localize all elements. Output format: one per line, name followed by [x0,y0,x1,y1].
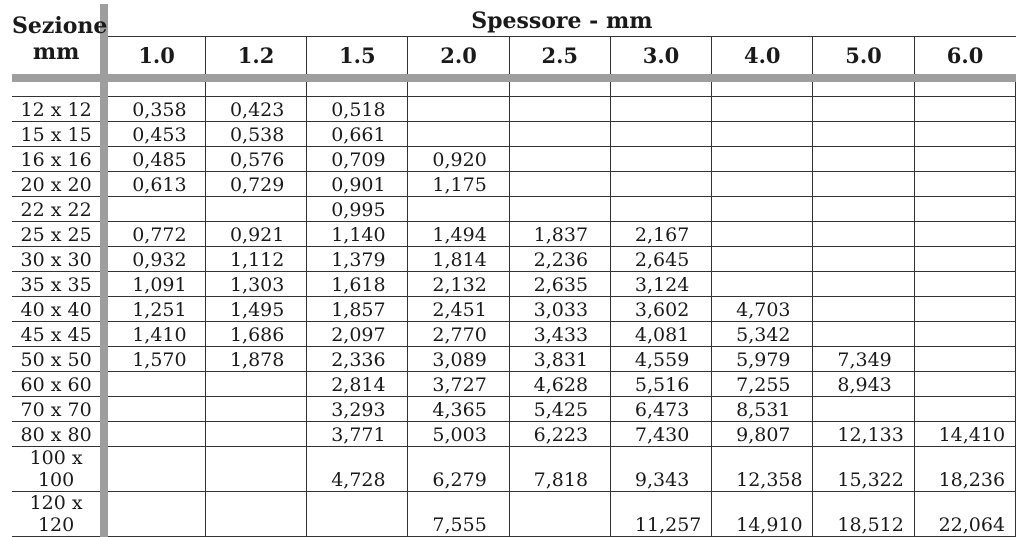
section-label: 120 x 120 [12,492,104,537]
table-row [12,97,1016,122]
table-row [12,422,1016,447]
table-row [12,492,1016,537]
thickness-column-header: 1.5 [307,37,408,78]
weight-cell: 2,451 [408,297,509,322]
weight-cell [104,447,205,492]
weight-cell [610,172,711,197]
weight-cell [205,422,306,447]
section-label: 12 x 12 [12,97,104,122]
weight-cell: 0,576 [205,147,306,172]
weight-cell: 5,425 [509,397,610,422]
weight-cell [813,97,914,122]
weight-cell [914,122,1015,147]
thickness-columns-row [12,37,1016,78]
thickness-column-header: 1.0 [104,37,205,78]
weight-cell: 0,921 [205,222,306,247]
weight-cell: 1,618 [307,272,408,297]
weight-cell: 4,628 [509,372,610,397]
weight-cell [610,122,711,147]
weight-cell: 2,770 [408,322,509,347]
weight-cell: 6,223 [509,422,610,447]
weight-cell: 3,727 [408,372,509,397]
weight-cell: 0,661 [307,122,408,147]
weight-cell: 11,257 [610,492,711,537]
weight-cell: 3,433 [509,322,610,347]
weight-cell: 0,485 [104,147,205,172]
weight-cell [813,172,914,197]
table-row [12,122,1016,147]
section-label: 80 x 80 [12,422,104,447]
thickness-column-header: 2.0 [408,37,509,78]
weight-cell: 0,729 [205,172,306,197]
table-row [12,372,1016,397]
weight-cell: 1,837 [509,222,610,247]
weight-cell [914,397,1015,422]
weight-cell: 2,336 [307,347,408,372]
section-label: 22 x 22 [12,197,104,222]
weight-cell [813,247,914,272]
weight-cell: 7,555 [408,492,509,537]
weight-cell: 3,124 [610,272,711,297]
weight-cell: 3,602 [610,297,711,322]
table-body [12,78,1016,537]
table-row [12,147,1016,172]
weight-cell: 0,613 [104,172,205,197]
weight-cell: 1,175 [408,172,509,197]
weight-cell [104,197,205,222]
weight-cell [509,147,610,172]
table-row [12,247,1016,272]
table-row [12,397,1016,422]
weight-cell: 14,410 [914,422,1015,447]
weight-cell: 6,279 [408,447,509,492]
weight-cell [712,122,813,147]
weight-cell [712,172,813,197]
weight-cell: 15,322 [813,447,914,492]
weight-cell: 6,473 [610,397,711,422]
weight-cell: 8,531 [712,397,813,422]
weight-cell: 18,512 [813,492,914,537]
weight-cell: 2,236 [509,247,610,272]
weight-cell: 3,089 [408,347,509,372]
weight-cell: 1,570 [104,347,205,372]
thickness-column-header: 3.0 [610,37,711,78]
weight-cell [914,197,1015,222]
thickness-column-header: 5.0 [813,37,914,78]
weight-cell: 0,995 [307,197,408,222]
weight-cell [712,97,813,122]
weight-cell: 7,430 [610,422,711,447]
weight-cell: 8,943 [813,372,914,397]
weight-cell [914,297,1015,322]
weight-cell: 1,112 [205,247,306,272]
weight-cell [813,197,914,222]
weight-cell [914,97,1015,122]
weight-cell [813,222,914,247]
spacer-row [12,78,1016,97]
weight-cell: 4,703 [712,297,813,322]
weight-cell [813,122,914,147]
weight-cell [205,372,306,397]
weight-cell: 0,453 [104,122,205,147]
weight-cell: 3,831 [509,347,610,372]
weight-cell: 3,771 [307,422,408,447]
weight-cell: 14,910 [712,492,813,537]
weight-cell: 3,033 [509,297,610,322]
weight-cell: 1,379 [307,247,408,272]
weight-cell [914,172,1015,197]
weight-cell: 1,410 [104,322,205,347]
section-label: 50 x 50 [12,347,104,372]
weight-cell: 0,423 [205,97,306,122]
weight-cell: 0,772 [104,222,205,247]
weight-cell: 5,979 [712,347,813,372]
weight-cell: 1,495 [205,297,306,322]
weight-cell: 4,081 [610,322,711,347]
weight-cell: 7,818 [509,447,610,492]
weight-cell: 0,538 [205,122,306,147]
table-row [12,347,1016,372]
weight-table [12,4,1016,537]
table-row [12,447,1016,492]
weight-cell [104,422,205,447]
section-label: 35 x 35 [12,272,104,297]
weight-cell [914,322,1015,347]
table-row [12,197,1016,222]
weight-cell [813,397,914,422]
weight-cell [813,272,914,297]
weight-cell [712,197,813,222]
weight-cell: 0,709 [307,147,408,172]
weight-cell: 0,518 [307,97,408,122]
weight-cell: 2,132 [408,272,509,297]
weight-cell: 1,814 [408,247,509,272]
section-label: 30 x 30 [12,247,104,272]
section-label: 16 x 16 [12,147,104,172]
weight-cell: 4,728 [307,447,408,492]
weight-cell [509,122,610,147]
weight-cell [205,397,306,422]
section-header [12,4,108,78]
weight-cell: 4,365 [408,397,509,422]
weight-cell: 1,857 [307,297,408,322]
section-label: 25 x 25 [12,222,104,247]
table-row [12,297,1016,322]
weight-cell [408,197,509,222]
weight-cell [509,197,610,222]
weight-cell [205,492,306,537]
weight-cell: 5,516 [610,372,711,397]
weight-cell: 22,064 [914,492,1015,537]
weight-cell: 1,091 [104,272,205,297]
weight-cell: 0,932 [104,247,205,272]
thickness-column-header: 4.0 [712,37,813,78]
weight-cell [104,372,205,397]
section-label: 40 x 40 [12,297,104,322]
weight-cell [205,197,306,222]
weight-cell [408,97,509,122]
weight-cell: 4,559 [610,347,711,372]
weight-cell [914,347,1015,372]
thickness-header: Spessore - mm [471,8,653,35]
table-row [12,322,1016,347]
weight-cell: 1,251 [104,297,205,322]
weight-cell [712,222,813,247]
weight-cell [914,147,1015,172]
weight-cell: 0,901 [307,172,408,197]
weight-cell [610,147,711,172]
weight-cell: 7,255 [712,372,813,397]
weight-cell: 1,303 [205,272,306,297]
weight-cell [307,492,408,537]
weight-cell [712,147,813,172]
weight-cell: 2,167 [610,222,711,247]
weight-cell [205,447,306,492]
weight-cell [104,397,205,422]
weight-cell: 7,349 [813,347,914,372]
weight-cell: 9,807 [712,422,813,447]
weight-cell [610,97,711,122]
section-header-line1: Sezione [12,13,108,39]
weight-cell [813,147,914,172]
thickness-column-header: 6.0 [914,37,1015,78]
weight-cell [914,372,1015,397]
weight-cell [712,247,813,272]
weight-cell [914,272,1015,297]
table-row [12,222,1016,247]
weight-cell [914,247,1015,272]
section-label: 15 x 15 [12,122,104,147]
weight-cell: 5,003 [408,422,509,447]
section-label: 20 x 20 [12,172,104,197]
weight-cell: 0,358 [104,97,205,122]
weight-cell: 1,686 [205,322,306,347]
weight-cell: 18,236 [914,447,1015,492]
weight-cell [104,492,205,537]
weight-cell: 2,097 [307,322,408,347]
weight-cell: 1,878 [205,347,306,372]
weight-cell: 3,293 [307,397,408,422]
weight-cell [509,492,610,537]
weight-cell [914,222,1015,247]
weight-cell [408,122,509,147]
thickness-column-header: 1.2 [205,37,306,78]
thickness-column-header: 2.5 [509,37,610,78]
weight-cell: 2,635 [509,272,610,297]
weight-cell [509,172,610,197]
section-label: 60 x 60 [12,372,104,397]
weight-cell: 2,814 [307,372,408,397]
weight-cell [509,97,610,122]
weight-table-container [12,4,1016,536]
table-row [12,172,1016,197]
weight-cell [813,322,914,347]
table-row [12,272,1016,297]
weight-cell: 5,342 [712,322,813,347]
weight-cell [813,297,914,322]
weight-cell: 12,358 [712,447,813,492]
weight-cell: 1,140 [307,222,408,247]
weight-cell [610,197,711,222]
section-label: 70 x 70 [12,397,104,422]
weight-cell: 12,133 [813,422,914,447]
weight-cell: 2,645 [610,247,711,272]
section-label: 45 x 45 [12,322,104,347]
section-header-line2: mm [32,39,80,65]
weight-cell: 9,343 [610,447,711,492]
weight-cell [712,272,813,297]
section-label: 100 x 100 [12,447,104,492]
weight-cell: 0,920 [408,147,509,172]
weight-cell: 1,494 [408,222,509,247]
